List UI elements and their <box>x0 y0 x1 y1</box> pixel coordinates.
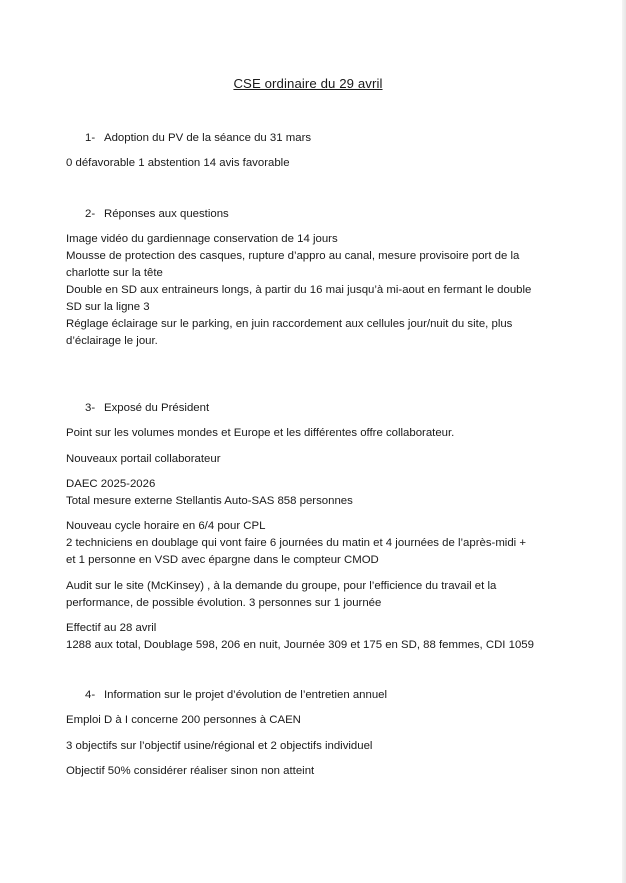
section-3-line-9: performance, de possible évolution. 3 personnes sur 1 journée <box>66 597 382 609</box>
section-2-heading <box>85 206 229 223</box>
section-3-heading <box>85 400 209 417</box>
section-1-number: 1- <box>85 132 96 144</box>
section-3-line-2: Nouveaux portail collaborateur <box>66 453 221 465</box>
section-2-number: 2- <box>85 208 96 220</box>
section-3-line-7: et 1 personne en VSD avec épargne dans le compteur CMOD <box>66 554 379 566</box>
section-2-line-4: Double en SD aux entraineurs longs, à partir du 16 mai jusqu’à mi-aout en fermant le double <box>66 284 532 296</box>
section-2-line-6: Réglage éclairage sur le parking, en juin raccordement aux cellules jour/nuit du site, plus <box>66 318 513 330</box>
section-3-title: Exposé du Président <box>104 402 210 414</box>
section-4-number: 4- <box>85 689 96 701</box>
section-2-line-1: Image vidéo du gardiennage conservation de 14 jours <box>66 233 338 245</box>
section-1-heading <box>85 130 311 147</box>
section-4-line-1: Emploi D à I concerne 200 personnes à CAEN <box>66 714 301 726</box>
section-4-line-2: 3 objectifs sur l’objectif usine/régional et 2 objectifs individuel <box>66 740 373 752</box>
section-2-line-3: charlotte sur la tête <box>66 267 163 279</box>
section-3-line-4: Total mesure externe Stellantis Auto-SAS 858 personnes <box>66 495 353 507</box>
section-4-title: Information sur le projet d’évolution de l’entretien annuel <box>104 689 388 701</box>
section-2-line-5: SD sur la ligne 3 <box>66 301 150 313</box>
section-3-line-11: 1288 aux total, Doublage 598, 206 en nuit, Journée 309 et 175 en SD, 88 femmes, CDI 1059 <box>66 639 534 651</box>
section-3-line-3: DAEC 2025-2026 <box>66 478 156 490</box>
section-3-line-1: Point sur les volumes mondes et Europe et les différentes offre collaborateur. <box>66 427 455 439</box>
section-2-title: Réponses aux questions <box>104 208 229 220</box>
section-3-line-6: 2 techniciens en doublage qui vont faire 6 journées du matin et 4 journées de l’après-midi + <box>66 537 527 549</box>
section-4-line-3: Objectif 50% considérer réaliser sinon non atteint <box>66 765 315 777</box>
page-edge <box>622 0 626 883</box>
section-2-line-2: Mousse de protection des casques, rupture d’appro au canal, mesure provisoire port de la <box>66 250 520 262</box>
section-1-title: Adoption du PV de la séance du 31 mars <box>104 132 312 144</box>
section-1-line-1: 0 défavorable 1 abstention 14 avis favorable <box>66 157 290 169</box>
section-2-line-7: d’éclairage le jour. <box>66 335 158 347</box>
section-3-line-10: Effectif au 28 avril <box>66 622 157 634</box>
section-3-number: 3- <box>85 402 96 414</box>
document-title: CSE ordinaire du 29 avril <box>233 76 383 91</box>
section-3-line-5: Nouveau cycle horaire en 6/4 pour CPL <box>66 520 266 532</box>
section-3-line-8: Audit sur le site (McKinsey) , à la demande du groupe, pour l’efficience du travail et la <box>66 580 497 592</box>
section-4-heading <box>85 687 387 704</box>
